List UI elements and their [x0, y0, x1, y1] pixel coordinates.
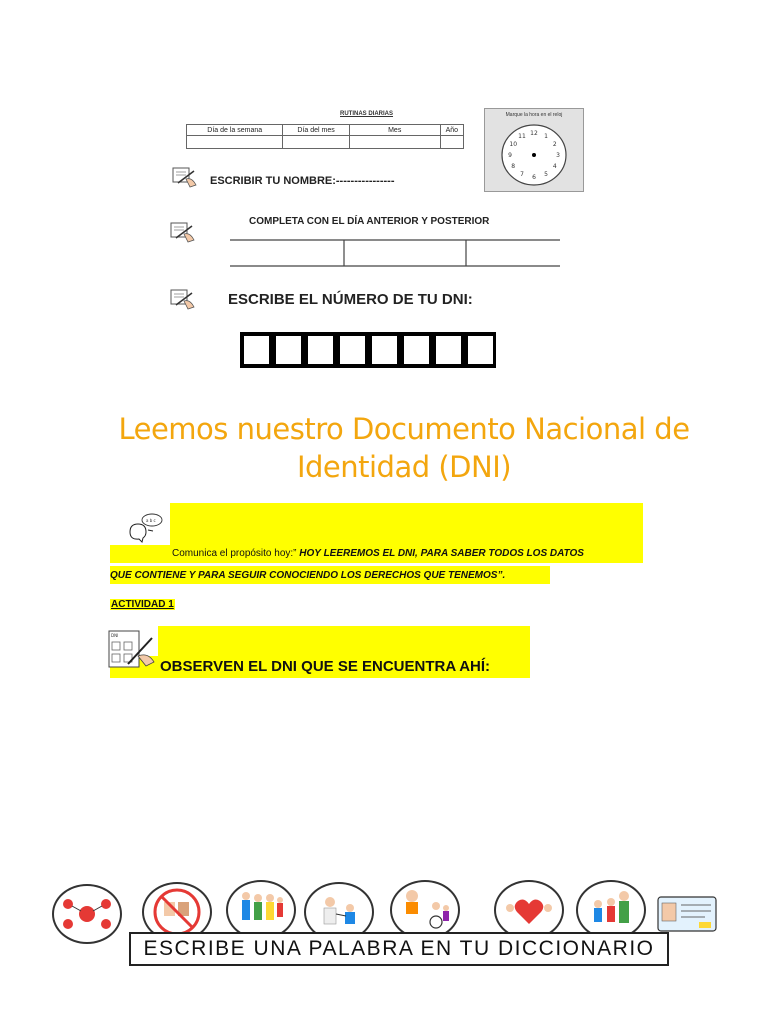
purpose-line-1	[172, 548, 584, 559]
cell-month[interactable]	[349, 136, 440, 149]
header-day: Día del mes	[283, 125, 349, 136]
highlight-block	[158, 626, 530, 656]
love-icon	[494, 880, 564, 940]
dni-digit-box[interactable]	[274, 334, 303, 366]
dni-digit-box[interactable]	[242, 334, 271, 366]
clock-label: Marque la hora en el reloj	[505, 112, 563, 118]
children-icon	[576, 880, 646, 940]
purpose-emphasis-2: QUE CONTIENE Y PARA SEGUIR CONOCIENDO LOS DERECHOS QUE TENEMOS”.	[110, 570, 506, 581]
title-line-1: Leemos nuestro Documento Nacional de	[118, 412, 690, 446]
clock-number: 6	[532, 174, 536, 181]
header-weekday: Día de la semana	[187, 125, 283, 136]
task-dni-label: ESCRIBE EL NÚMERO DE TU DNI:	[228, 291, 473, 308]
clock-number: 1	[544, 132, 548, 140]
clock-number: 4	[552, 163, 557, 170]
header-year: Año	[440, 125, 463, 136]
clock-number: 5	[544, 171, 548, 179]
task-name-label: ESCRIBIR TU NOMBRE:----------------	[210, 175, 395, 187]
clock-number: 12	[530, 130, 538, 137]
pencil-hand-icon	[172, 165, 200, 189]
highlight-block	[170, 503, 643, 545]
purpose-emphasis-1: HOY LEEREMOS EL DNI, PARA SABER TODOS LOS DATOS	[299, 548, 584, 559]
activity-heading: ACTIVIDAD 1	[111, 599, 174, 610]
clock-number: 10	[509, 141, 518, 148]
clock-number: 2	[552, 141, 557, 148]
day-blanks[interactable]	[230, 238, 560, 268]
dni-digit-box[interactable]	[434, 334, 463, 366]
writing-icon	[108, 630, 158, 670]
activity-instruction: OBSERVEN EL DNI QUE SE ENCUENTRA AHÍ:	[160, 658, 491, 675]
inclusion-icon	[390, 880, 460, 940]
clock-number: 3	[556, 152, 560, 159]
routine-table	[186, 124, 464, 149]
svg-text:a b c: a b c	[146, 518, 156, 523]
title-line-2: Identidad (DNI)	[296, 450, 512, 484]
dni-digit-box[interactable]	[306, 334, 335, 366]
dictionary-banner: ESCRIBE UNA PALABRA EN TU DICCIONARIO	[129, 932, 669, 966]
dni-digit-box[interactable]	[338, 334, 367, 366]
dni-input-boxes[interactable]	[240, 330, 496, 370]
dni-digit-box[interactable]	[402, 334, 431, 366]
purpose-intro: Comunica el propósito hoy:”	[172, 548, 300, 559]
speech-bubble-icon	[126, 512, 166, 544]
cell-day[interactable]	[283, 136, 349, 149]
dni-digit-box[interactable]	[466, 334, 495, 366]
page-title	[104, 410, 704, 486]
task-days-label: COMPLETA CON EL DÍA ANTERIOR Y POSTERIOR	[249, 216, 490, 227]
id-card-icon	[657, 896, 717, 932]
clock-number: 8	[511, 163, 516, 170]
svg-text:DNI: DNI	[111, 633, 119, 638]
cell-weekday[interactable]	[187, 136, 283, 149]
clock-number: 7	[520, 171, 524, 179]
clock-number: 11	[518, 132, 526, 140]
cell-year[interactable]	[440, 136, 463, 149]
header-month: Mes	[349, 125, 440, 136]
pencil-hand-icon	[170, 220, 198, 244]
dni-digit-box[interactable]	[370, 334, 399, 366]
rights-circle-icon	[52, 884, 122, 944]
family-icon	[226, 880, 296, 940]
routine-title: RUTINAS DIARIAS	[340, 111, 394, 117]
pencil-hand-icon	[170, 287, 198, 311]
clock-icon	[498, 120, 570, 188]
clock-number: 9	[508, 152, 512, 159]
clock-panel	[484, 108, 584, 192]
